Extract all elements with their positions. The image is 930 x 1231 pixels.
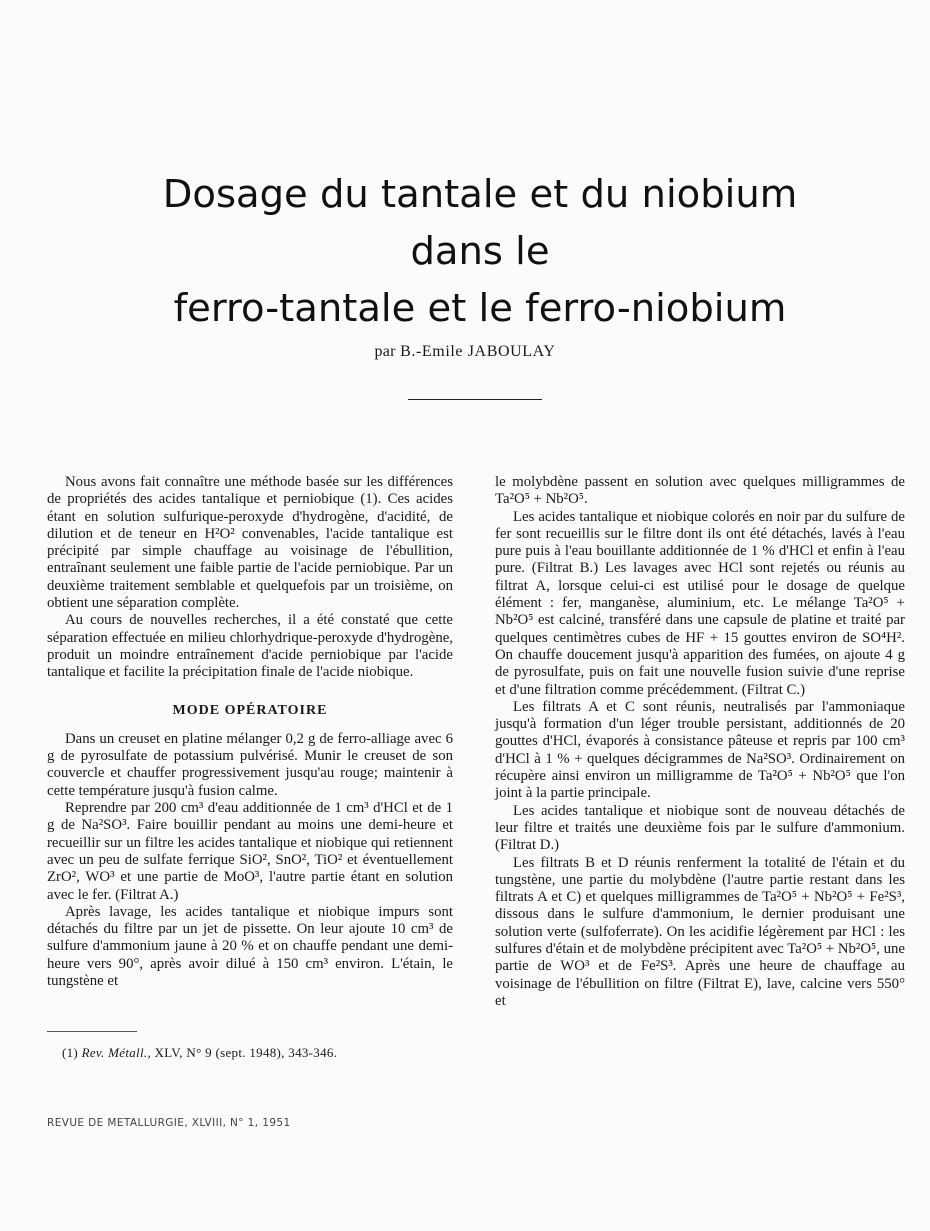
footnote-divider [47, 1031, 137, 1032]
author-name: B.-Emile JABOULAY [400, 343, 556, 360]
title-line-3: ferro-tantale et le ferro-niobium [173, 286, 787, 331]
footnote [62, 1045, 337, 1061]
footnote-journal: Rev. Métall. [81, 1045, 148, 1060]
paragraph: Dans un creuset en platine mélanger 0,2 g de ferro-alliage avec 6 g de pyrosulfate de potassium pulvérisé. Munir le creuset de son couvercle et chauffer progressivement jusqu'au rouge; maintenir à cette température jusqu'à fusion calme. [47, 730, 453, 799]
byline-prefix: par [374, 343, 396, 360]
section-heading: MODE OPÉRATOIRE [172, 702, 328, 718]
paragraph: Les filtrats B et D réunis renferment la totalité de l'étain et du tungstène, une partie du molybdène (l'autre partie restant dans les filtrats A et C) et quelques milligrammes de Ta²O⁵ + Nb²O⁵ + Fe²S³, dissous dans le sulfure d'ammonium, le dernier produisant une solution verte (sulfoferrate). On les acidifie légèrement par HCl : les sulfures d'étain et de molybdène précipitent avec Ta²O⁵ + Nb²O⁵, une partie de WO³ et de Fe²S³. Après une heure de chauffage au voisinage de l'ébullition on filtre (Filtrat E), lave, calcine vers 550° et [495, 854, 905, 1009]
paragraph: Les acides tantalique et niobique colorés en noir par du sulfure de fer sont recueillis sur le filtre dont ils ont été détachés, lavés à l'eau pure puis à l'eau bouillante additionnée de 1 % d'HCl et enfin à l'eau pure. (Filtrat B.) Les lavages avec HCl sont rejetés ou réunis au filtrat A, lorsque celui-ci est utilisé pour le dosage de quelque élément : fer, manganèse, aluminium, etc. Le mélange Ta²O⁵ + Nb²O⁵ est calciné, transféré dans une capsule de platine et traité par quelques centimètres cubes de HF + 15 gouttes environ de SO⁴H². On chauffe doucement jusqu'à apparition des fumées, on ajoute 4 g de pyrosulfate, puis on fait une nouvelle fusion suivie d'une reprise et d'une filtration comme précédemment. (Filtrat C.) [495, 508, 905, 698]
footnote-reference: , XLV, N° 9 (sept. 1948), 343-346. [147, 1045, 338, 1060]
paragraph: le molybdène passent en solution avec quelques milligrammes de Ta²O⁵ + Nb²O⁵. [495, 474, 905, 508]
right-column [495, 474, 905, 1010]
paragraph: Reprendre par 200 cm³ d'eau additionnée de 1 cm³ d'HCl et de 1 g de Na²SO³. Faire bouillir pendant au moins une demi-heure et recueillir sur un filtre les acides tantalique et niobique qui retiennent avec un peu de sulfate ferrique SiO², SnO², TiO² et éventuellement ZrO², WO³ et une partie de MoO³, l'autre partie étant en solution avec le fer. (Filtrat A.) [47, 800, 453, 903]
title-line-1: Dosage du tantale et du niobium [162, 172, 798, 217]
paragraph: Nous avons fait connaître une méthode basée sur les différences de propriétés des acides tantalique et perniobique (1). Ces acides étant en solution sulfurique-peroxyde d'hydrogène, d'acidité, de dilution et de teneur en H²O² convenables, l'acide tantalique est précipité par simple chauffage au voisinage de l'ébullition, entraînant seulement une faible partie de l'acide perniobique. Par un deuxième traitement semblable et quelquefois par un troisième, on obtient une séparation complète. [47, 474, 453, 612]
paragraph: Après lavage, les acides tantalique et niobique impurs sont détachés du filtre par un jet de pissette. On leur ajoute 10 cm³ de sulfure d'ammonium jaune à 20 % et on chauffe pendant une demi-heure vers 90°, après avoir dilué à 150 cm³ environ. L'étain, le tungstène et [47, 903, 453, 990]
article-title [100, 166, 860, 337]
title-line-2: dans le [410, 229, 550, 274]
title-divider [408, 399, 542, 400]
paragraph: Au cours de nouvelles recherches, il a été constaté que cette séparation effectuée en milieu chlorhydrique-peroxyde d'hydrogène, produit un moindre entraînement d'acide perniobique par l'acide tantalique et facilite la précipitation finale de l'acide niobique. [47, 612, 453, 681]
paragraph: Les acides tantalique et niobique sont de nouveau détachés de leur filtre et traités une deuxième fois par le sulfure d'ammonium. (Filtrat D.) [495, 802, 905, 854]
paragraph: Les filtrats A et C sont réunis, neutralisés par l'ammoniaque jusqu'à formation d'un léger trouble persistant, additionnés de 20 gouttes d'HCl, évaporés à consistance pâteuse et repris par 100 cm³ d'HCl à 1 % + quelques décigrammes de Na²SO³. Ordinairement on récupère ainsi environ un milligramme de Ta²O⁵ + Nb²O⁵ que l'on joint à la partie principale. [495, 698, 905, 802]
running-footer: REVUE DE METALLURGIE, XLVIII, N° 1, 1951 [47, 1117, 291, 1129]
left-column [47, 474, 453, 990]
footnote-marker: (1) [62, 1045, 79, 1060]
byline [0, 343, 930, 361]
